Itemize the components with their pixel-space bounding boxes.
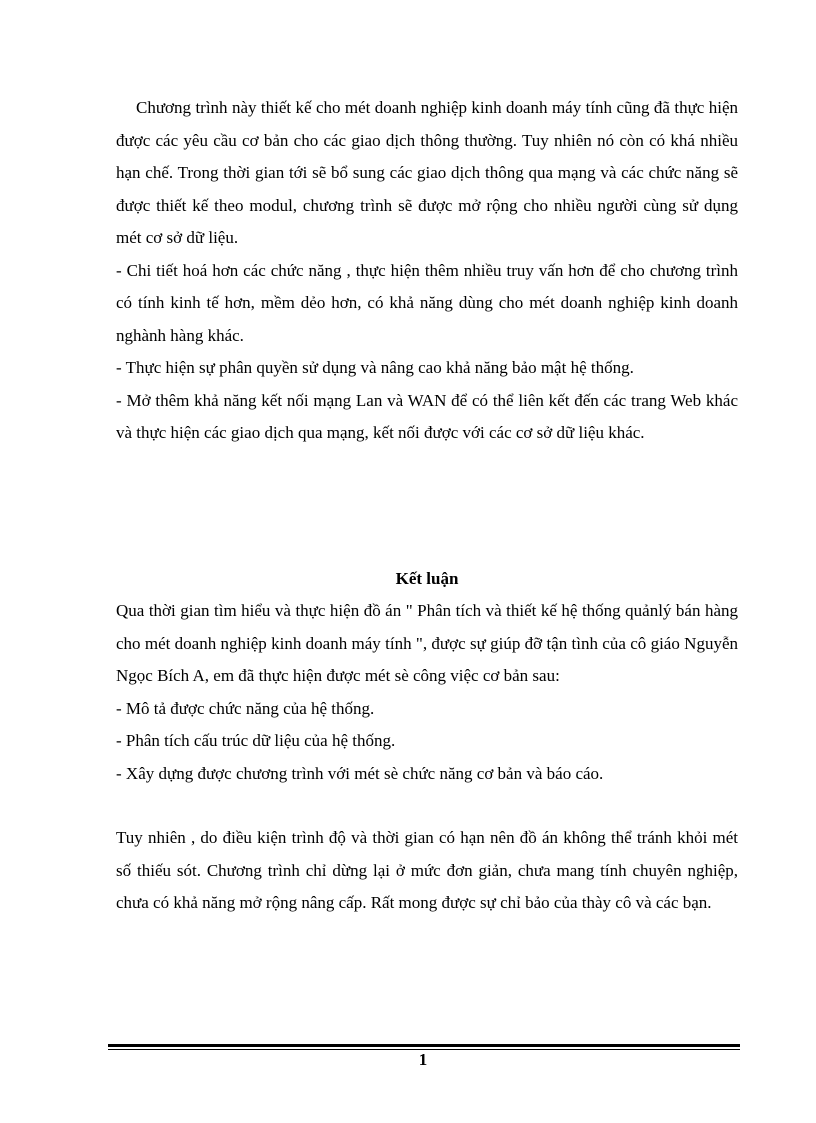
closing-paragraph: Tuy nhiên , do điều kiện trình độ và thời gian có hạn nên đồ án không thể tránh khỏi mét số thiếu sót. Chương trình chỉ dừng lại ở mức đơn giản, chưa mang tính chuyên nghiệp, chưa có khả năng mở rộng nâng cấp. Rất mong được sự chỉ bảo của thày cô và các bạn. — [116, 828, 738, 912]
section-gap — [116, 450, 738, 563]
bullet-detail-functions: - Chi tiết hoá hơn các chức năng , thực hiện thêm nhiều truy vấn hơn để cho chương trình có tính kinh tế hơn, mềm dẻo hơn, có khả năng dùng cho mét doanh nghiệp kinh doanh nghành hàng khác. — [116, 260, 738, 345]
intro-paragraph: Chương trình này thiết kế cho mét doanh nghiệp kinh doanh máy tính cũng đã thực hiện được các yêu cầu cơ bản cho các giao dịch thông thường. Tuy nhiên nó còn có khá nhiều hạn chế. Trong thời gian tới sẽ bổ sung các giao dịch thông qua mạng và các chức năng sẽ được thiết kế theo modul, chương trình sẽ được mở rộng cho nhiều người cùng sử dụng mét cơ sở dữ liệu. — [116, 98, 738, 247]
page-number: 1 — [418, 1050, 428, 1069]
bullet-analyze-data: - Phân tích cấu trúc dữ liệu của hệ thống. — [116, 731, 396, 750]
page-body — [116, 92, 738, 920]
bullet-network-expansion: - Mở thêm khả năng kết nối mạng Lan và WAN để có thể liên kết đến các trang Web khác và thực hiện các giao dịch qua mạng, kết nối được với các cơ sở dữ liệu khác. — [116, 390, 738, 442]
bullet-describe-functions: - Mô tả được chức năng của hệ thống. — [116, 698, 375, 718]
bullet-access-control: - Thực hiện sự phân quyền sử dụng và nâng cao khả năng bảo mật hệ thống. — [116, 358, 634, 377]
footer-rule-thick — [108, 1044, 740, 1047]
conclusion-heading: Kết luận — [395, 568, 459, 588]
conclusion-intro-paragraph: Qua thời gian tìm hiểu và thực hiện đồ án " Phân tích và thiết kế hệ thống quảnlý bán hàng cho mét doanh nghiệp kinh doanh máy tính ", được sự giúp đỡ tận tình của cô giáo Nguyễn Ngọc Bích A, em đã thực hiện được mét sè công việc cơ bản sau: — [116, 601, 738, 685]
bullet-build-program: - Xây dựng được chương trình với mét sè chức năng cơ bản và báo cáo. — [116, 763, 604, 783]
paragraph-gap — [116, 790, 738, 822]
